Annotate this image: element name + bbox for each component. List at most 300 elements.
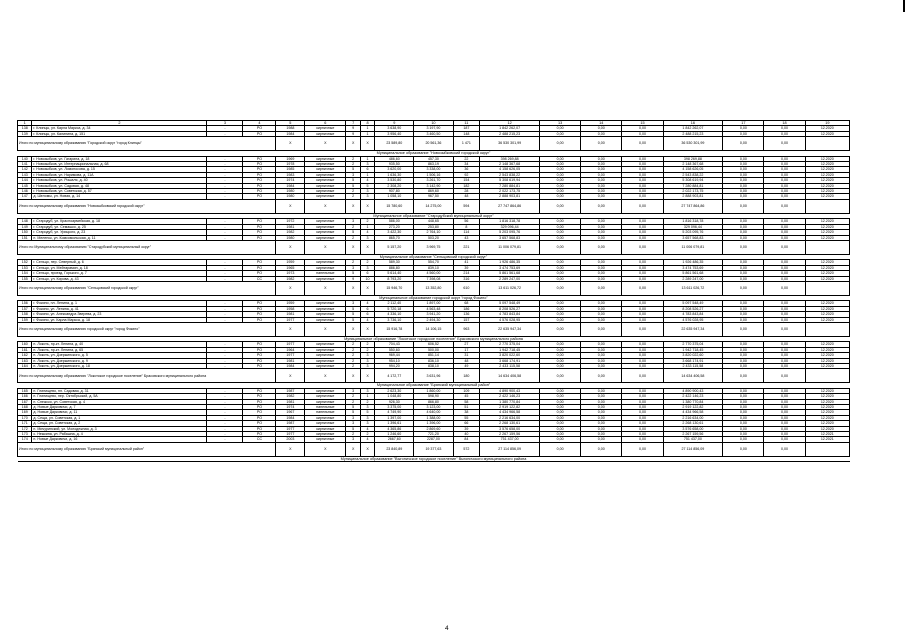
table-cell: 0,00 <box>622 358 663 363</box>
table-cell: 4 576 028,95 <box>480 317 540 322</box>
table-cell: 0,00 <box>622 230 663 235</box>
table-cell: 7 <box>346 121 360 126</box>
table-cell: г. Сельцо, ул. Кирова, д. 43 <box>32 276 207 281</box>
table-cell: СС <box>243 437 276 442</box>
table-cell: 2 422 146,23 <box>480 394 540 399</box>
table-cell: 4 563,48 <box>414 306 453 311</box>
table-cell: 148 <box>453 131 480 136</box>
table-cell: 0,00 <box>622 410 663 415</box>
table-cell: X <box>305 322 346 336</box>
table-cell: 23 840,89 <box>375 442 414 456</box>
table-cell: кирпичные <box>305 172 346 177</box>
table-cell: 586,00 <box>375 219 414 224</box>
table-cell: 2 <box>346 224 360 229</box>
table-cell: 704,43 <box>375 342 414 347</box>
table-cell: 4 434 966,58 <box>480 410 540 415</box>
table-cell: - <box>207 342 243 347</box>
table-cell: 3 638,90 <box>375 126 414 131</box>
table-cell: 15 946,70 <box>375 281 414 295</box>
table-cell: 0,00 <box>539 281 580 295</box>
table-cell: 0,00 <box>581 167 622 172</box>
table-cell: 0,00 <box>622 426 663 431</box>
table-cell: 1977 <box>276 432 305 437</box>
table-cell: 12.2020 <box>805 183 849 188</box>
table-cell <box>805 369 849 383</box>
table-cell: 12.2020 <box>805 131 849 136</box>
table-cell: 4 890 900,43 <box>663 388 723 393</box>
table-cell: 12.2020 <box>805 230 849 235</box>
table-cell: 0,00 <box>581 178 622 183</box>
table-cell: 0,00 <box>622 421 663 426</box>
table-cell: п. Глинищево, пер. Октябрьский, д. 5А <box>32 394 207 399</box>
table-cell: 0,00 <box>622 131 663 136</box>
table-cell: 14 106,15 <box>414 322 453 336</box>
table-cell: 0,00 <box>764 240 805 254</box>
table-cell: 2 112,40 <box>375 301 414 306</box>
table-cell: 0,00 <box>764 426 805 431</box>
table-cell: 2 433 115,58 <box>480 364 540 369</box>
table-cell: д. Новые Дарковичи, д. 11 <box>32 410 207 415</box>
table-cell: кирпичные <box>305 394 346 399</box>
table-cell: 1 816 318,78 <box>480 219 540 224</box>
table-cell: 1987 <box>276 388 305 393</box>
table-cell: кирпичные <box>305 317 346 322</box>
table-cell: п. Локоть, ул. Дзержинского, д. 9 <box>32 358 207 363</box>
table-cell: д. Сеща, ул. Советская, д. 2 <box>32 421 207 426</box>
table-cell: 2 <box>346 432 360 437</box>
table-cell: 173 <box>18 432 32 437</box>
table-cell: - <box>207 172 243 177</box>
table-cell: РО <box>243 265 276 270</box>
table-cell: X <box>346 281 360 295</box>
table-cell: 12.2020 <box>805 312 849 317</box>
table-cell: 2 <box>346 394 360 399</box>
table-cell: 48 <box>453 194 480 199</box>
table-cell: 0,00 <box>723 322 764 336</box>
table-cell: 41 <box>453 260 480 265</box>
housing-register-table <box>17 120 850 462</box>
table-cell: X <box>276 240 305 254</box>
table-cell: 0,00 <box>539 394 580 399</box>
table-cell: 58 <box>453 399 480 404</box>
table-cell: Муниципальное образование "Выгоничское городское поселение" Выгоничского муниципального района <box>18 456 850 461</box>
table-cell: 0,00 <box>764 265 805 270</box>
table-cell: 5 308 619,94 <box>480 178 540 183</box>
table-cell: 165 <box>18 388 32 393</box>
table-cell: 457,30 <box>414 156 453 161</box>
table-cell: 84 <box>453 437 480 442</box>
table-cell: 1 246,60 <box>375 432 414 437</box>
table-cell: 2 216 634,00 <box>663 415 723 420</box>
table-cell: 0,00 <box>539 194 580 199</box>
table-cell: 0,00 <box>539 317 580 322</box>
table-cell: 448,65 <box>414 219 453 224</box>
table-cell: - <box>207 178 243 183</box>
table-cell: 0,00 <box>581 322 622 336</box>
table-cell: кирпичные <box>305 415 346 420</box>
table-cell: 4 <box>360 317 374 322</box>
table-cell: 3 460,50 <box>414 131 453 136</box>
table-cell: 3 <box>360 364 374 369</box>
table-cell: X <box>360 369 374 383</box>
table-cell: кирпичные <box>305 219 346 224</box>
table-cell: 0,00 <box>539 137 580 151</box>
table-cell: 0,00 <box>723 189 764 194</box>
table-cell: 12.2020 <box>805 358 849 363</box>
table-cell: 0,00 <box>622 156 663 161</box>
table-cell: 2287,00 <box>414 437 453 442</box>
table-cell: 0,00 <box>622 260 663 265</box>
table-cell: 0,00 <box>581 432 622 437</box>
table-cell: 13 352,80 <box>414 281 453 295</box>
table-cell: кирпичные <box>305 358 346 363</box>
table-cell: - <box>207 306 243 311</box>
table-cell: кирпичные <box>305 364 346 369</box>
table-cell: X <box>305 281 346 295</box>
table-cell: 109 <box>453 388 480 393</box>
table-cell: 0,00 <box>539 358 580 363</box>
table-cell: 27 747 864,86 <box>480 199 540 213</box>
table-cell: г. Фокино, ул. Ленина, д. 41 <box>32 306 207 311</box>
table-cell: 5 157,20 <box>375 240 414 254</box>
table-cell: 886,80 <box>375 265 414 270</box>
table-cell: 12.2020 <box>805 347 849 352</box>
table-cell: - <box>207 364 243 369</box>
table-cell: 3 657 568,83 <box>480 235 540 240</box>
table-cell: 1 506,16 <box>414 172 453 177</box>
table-cell: 0,00 <box>622 347 663 352</box>
table-cell: 0,00 <box>539 240 580 254</box>
table-cell: 6 <box>360 312 374 317</box>
table-cell: 187 <box>453 126 480 131</box>
table-cell: - <box>207 271 243 276</box>
table-cell: 0,00 <box>622 364 663 369</box>
table-cell: 0,00 <box>581 240 622 254</box>
table-cell: кирпичные <box>305 347 346 352</box>
table-cell: 0,00 <box>764 260 805 265</box>
table-cell: 5 720,18 <box>375 306 414 311</box>
table-cell: 22 635 947,34 <box>663 322 723 336</box>
table-cell: Итого по муниципальному образованию "Сельцовский городской округ" <box>18 281 276 295</box>
table-cell: 36 <box>453 167 480 172</box>
table-cell: 5 308 619,94 <box>663 178 723 183</box>
table-cell: 2 289 247,00 <box>663 276 723 281</box>
table-cell: 503,20 <box>414 235 453 240</box>
table-cell: - <box>207 394 243 399</box>
table-cell: 3 956,40 <box>375 131 414 136</box>
table-cell: 4 <box>360 178 374 183</box>
table-cell: 168 <box>18 405 32 410</box>
table-cell: 963 <box>453 322 480 336</box>
table-cell: 3 142,90 <box>414 183 453 188</box>
table-cell: 12.2020 <box>805 126 849 131</box>
table-cell: 12.2020 <box>805 156 849 161</box>
table-cell: Итого по муниципальному образованию "Локотское городское поселение" Брасовского муниципального района <box>18 369 276 383</box>
table-cell: Итого по Муниципальному образованию "Стародубский муниципальный округ" <box>18 240 276 254</box>
table-cell: 0,00 <box>764 219 805 224</box>
table-cell: 0,00 <box>622 369 663 383</box>
table-cell: 31 <box>453 353 480 358</box>
table-cell: 0,00 <box>764 432 805 437</box>
table-cell: 851,14 <box>414 353 453 358</box>
table-cell: 0,00 <box>764 421 805 426</box>
table-cell: 0,00 <box>539 235 580 240</box>
table-cell: 157 <box>18 306 32 311</box>
table-cell: 157 <box>453 317 480 322</box>
table-cell: 2 869,60 <box>414 426 453 431</box>
table-cell: 0,00 <box>723 353 764 358</box>
table-cell: 160 <box>18 342 32 347</box>
table-cell: 2 308,20 <box>375 183 414 188</box>
table-cell: Муниципальное образование "Брянский муниципальный район" <box>18 383 850 388</box>
table-cell: 0,00 <box>764 312 805 317</box>
table-cell: 1 942 718,45 <box>663 347 723 352</box>
table-cell: 0,00 <box>723 394 764 399</box>
table-cell: РО <box>243 399 276 404</box>
table-cell: 1 942 718,45 <box>480 347 540 352</box>
table-cell: - <box>207 162 243 167</box>
table-cell <box>805 240 849 254</box>
table-cell: 839,10 <box>414 265 453 270</box>
subtotal-row <box>18 199 850 213</box>
table-cell: 4 <box>360 426 374 431</box>
table-cell: 2 <box>346 189 360 194</box>
table-cell: 171 <box>18 421 32 426</box>
table-cell: РО <box>243 235 276 240</box>
table-cell: 1972 <box>276 219 305 224</box>
table-cell: 66 <box>453 421 480 426</box>
table-cell: 27 114 856,09 <box>663 442 723 456</box>
table-cell: 2 <box>360 342 374 347</box>
table-cell: РО <box>243 394 276 399</box>
table-cell: 145 <box>18 183 32 188</box>
table-cell: 5 097 548,49 <box>480 301 540 306</box>
table-cell: 0,00 <box>539 224 580 229</box>
table-cell: кирпичные <box>305 276 346 281</box>
table-cell: 167 <box>18 399 32 404</box>
table-cell: 0,00 <box>581 358 622 363</box>
table-cell: СС <box>243 276 276 281</box>
table-cell: 0,00 <box>622 415 663 420</box>
table-cell: 172 <box>18 426 32 431</box>
table-cell: 5 <box>346 426 360 431</box>
table-cell: РО <box>243 358 276 363</box>
table-cell: 0,00 <box>622 437 663 442</box>
table-cell: 273,20 <box>375 224 414 229</box>
table-cell: 0,00 <box>723 437 764 442</box>
table-cell: 3 620,00 <box>375 167 414 172</box>
table-cell: кирпичные <box>305 342 346 347</box>
table-cell: 0,00 <box>581 426 622 431</box>
table-cell: 2 <box>360 432 374 437</box>
table-cell: РО <box>243 388 276 393</box>
table-cell: РО <box>243 342 276 347</box>
table-cell: панельные <box>305 410 346 415</box>
table-cell: 0,00 <box>764 442 805 456</box>
table-cell: РО <box>243 183 276 188</box>
table-cell: - <box>207 312 243 317</box>
table-cell: 838,10 <box>414 364 453 369</box>
table-cell: 1985 <box>276 167 305 172</box>
subtotal-row <box>18 322 850 336</box>
table-cell: г. Фокино, ул. Александра Зверева, д. 23 <box>32 312 207 317</box>
table-cell: панельные <box>305 271 346 276</box>
table-cell: 2 <box>346 364 360 369</box>
table-cell: - <box>207 426 243 431</box>
table-cell: 0,00 <box>539 399 580 404</box>
table-cell: 13 611 026,72 <box>480 281 540 295</box>
table-cell: 0,00 <box>539 265 580 270</box>
table-cell: 182 <box>453 183 480 188</box>
table-cell: 0,00 <box>723 312 764 317</box>
table-cell: 0,00 <box>581 194 622 199</box>
table-cell: 0,00 <box>764 399 805 404</box>
table-cell: 3 <box>346 421 360 426</box>
table-cell: 0,00 <box>622 405 663 410</box>
table-cell: п. Новые Дарковичи, д. 16 <box>32 437 207 442</box>
table-cell: кирпичные <box>305 306 346 311</box>
table-cell: 0,00 <box>539 199 580 213</box>
table-cell: кирпичные <box>305 189 346 194</box>
table-cell: 3 <box>207 121 243 126</box>
table-cell: 5 <box>346 405 360 410</box>
table-cell: 0,00 <box>622 162 663 167</box>
table-cell: 8 <box>453 224 480 229</box>
table-cell: 12.2020 <box>805 260 849 265</box>
table-cell: 329 096,44 <box>480 224 540 229</box>
table-cell: 221 <box>453 240 480 254</box>
table-cell: 1 860,00 <box>414 388 453 393</box>
table-cell: 3 668 174,91 <box>663 358 723 363</box>
table-cell: 1977 <box>276 353 305 358</box>
table-cell: 144 <box>18 178 32 183</box>
table-cell: г. Новозыбков, ул. Наримова, д. 11А <box>32 172 207 177</box>
table-cell: 0,00 <box>723 131 764 136</box>
table-cell: 56 <box>453 219 480 224</box>
table-cell: 0,00 <box>539 156 580 161</box>
table-cell: 0,00 <box>723 235 764 240</box>
table-cell: 141 <box>18 162 32 167</box>
table-cell: 0,00 <box>581 156 622 161</box>
table-cell: 994,20 <box>375 364 414 369</box>
table-cell: кирпичные <box>305 353 346 358</box>
table-cell: 5 <box>346 306 360 311</box>
table-cell: 148 <box>18 219 32 224</box>
table-cell: 0,00 <box>723 240 764 254</box>
table-cell: 1984 <box>276 364 305 369</box>
table-cell: 554,70 <box>414 260 453 265</box>
table-cell: 22 <box>453 156 480 161</box>
table-cell: 0,00 <box>764 189 805 194</box>
table-cell: 1977 <box>276 317 305 322</box>
table-cell: 0,00 <box>581 271 622 276</box>
table-cell: 169 <box>18 410 32 415</box>
table-cell: 12.2020 <box>805 178 849 183</box>
table-cell: 140 <box>18 156 32 161</box>
table-cell: 174 <box>18 437 32 442</box>
table-cell: 1 <box>360 156 374 161</box>
table-cell: 1980 <box>276 189 305 194</box>
table-cell: 1969 <box>276 156 305 161</box>
table-cell: 1981 <box>276 312 305 317</box>
table-cell: 15 916,78 <box>375 322 414 336</box>
table-cell: 4 365,86 <box>375 426 414 431</box>
table-cell: 0,00 <box>723 399 764 404</box>
table-cell: 1 <box>360 394 374 399</box>
table-cell: 39 <box>453 265 480 270</box>
table-cell: г. Стародуб, ул. Семашко, д. 25 <box>32 224 207 229</box>
table-cell: 0,00 <box>581 281 622 295</box>
table-cell: 5 <box>346 230 360 235</box>
table-cell: 0,00 <box>622 271 663 276</box>
table-cell: 0,00 <box>539 322 580 336</box>
table-cell: г. Новозыбков, ул. Интернациональная, д. 68 <box>32 162 207 167</box>
table-cell: - <box>207 301 243 306</box>
table-cell: 0,00 <box>539 369 580 383</box>
table-cell: 0,00 <box>723 260 764 265</box>
table-cell: 12.2020 <box>805 317 849 322</box>
table-cell: 14 275,00 <box>414 199 453 213</box>
table-cell: кирпичные <box>305 131 346 136</box>
table-cell: 27 114 856,09 <box>480 442 540 456</box>
table-cell: РО <box>243 405 276 410</box>
table-cell: 0,00 <box>764 394 805 399</box>
table-cell: 28 <box>453 189 480 194</box>
table-cell: - <box>207 388 243 393</box>
table-cell: 0,00 <box>764 342 805 347</box>
table-cell: 1978 <box>276 162 305 167</box>
table-cell: 5 <box>346 410 360 415</box>
table-cell: 2 <box>346 235 360 240</box>
table-cell: 0,00 <box>581 131 622 136</box>
table-cell: кирпичные <box>305 224 346 229</box>
table-cell: 0,00 <box>622 194 663 199</box>
table-cell: 16 <box>663 121 723 126</box>
table-cell: X <box>360 137 374 151</box>
table-cell: 329 096,44 <box>663 224 723 229</box>
table-cell: 316 <box>453 276 480 281</box>
table-cell: 5 <box>276 121 305 126</box>
table-cell: X <box>360 322 374 336</box>
table-cell: 0,00 <box>764 306 805 311</box>
table-cell: г. Новозыбков, ул. Садовая, д. 48 <box>32 183 207 188</box>
table-cell: 0,00 <box>581 276 622 281</box>
table-cell: 3 <box>360 194 374 199</box>
table-cell: 5 <box>346 312 360 317</box>
table-cell: 0,00 <box>622 167 663 172</box>
table-cell: 2 888 903,81 <box>663 194 723 199</box>
table-cell: 0,00 <box>539 306 580 311</box>
table-cell: 1 380 770,84 <box>480 399 540 404</box>
table-cell: 2003 <box>276 437 305 442</box>
table-cell: 0,00 <box>581 317 622 322</box>
table-cell: РО <box>243 131 276 136</box>
table-cell: 5 <box>346 183 360 188</box>
table-cell: - <box>207 415 243 420</box>
table-cell: 12.2020 <box>805 353 849 358</box>
table-cell: 170 <box>18 415 32 420</box>
table-cell: 12.2020 <box>805 415 849 420</box>
table-cell: 3 <box>360 353 374 358</box>
table-cell: Муниципальное образование "Локотское городское поселение" Брасовского муниципального района <box>18 336 850 341</box>
table-cell: 1967 <box>276 410 305 415</box>
table-cell: 0,00 <box>539 388 580 393</box>
table-cell: 11 006 079,81 <box>663 240 723 254</box>
table-cell: 9 <box>375 121 414 126</box>
table-cell: РО <box>243 347 276 352</box>
table-cell: 12.2020 <box>805 167 849 172</box>
table-cell: 0,00 <box>622 183 663 188</box>
